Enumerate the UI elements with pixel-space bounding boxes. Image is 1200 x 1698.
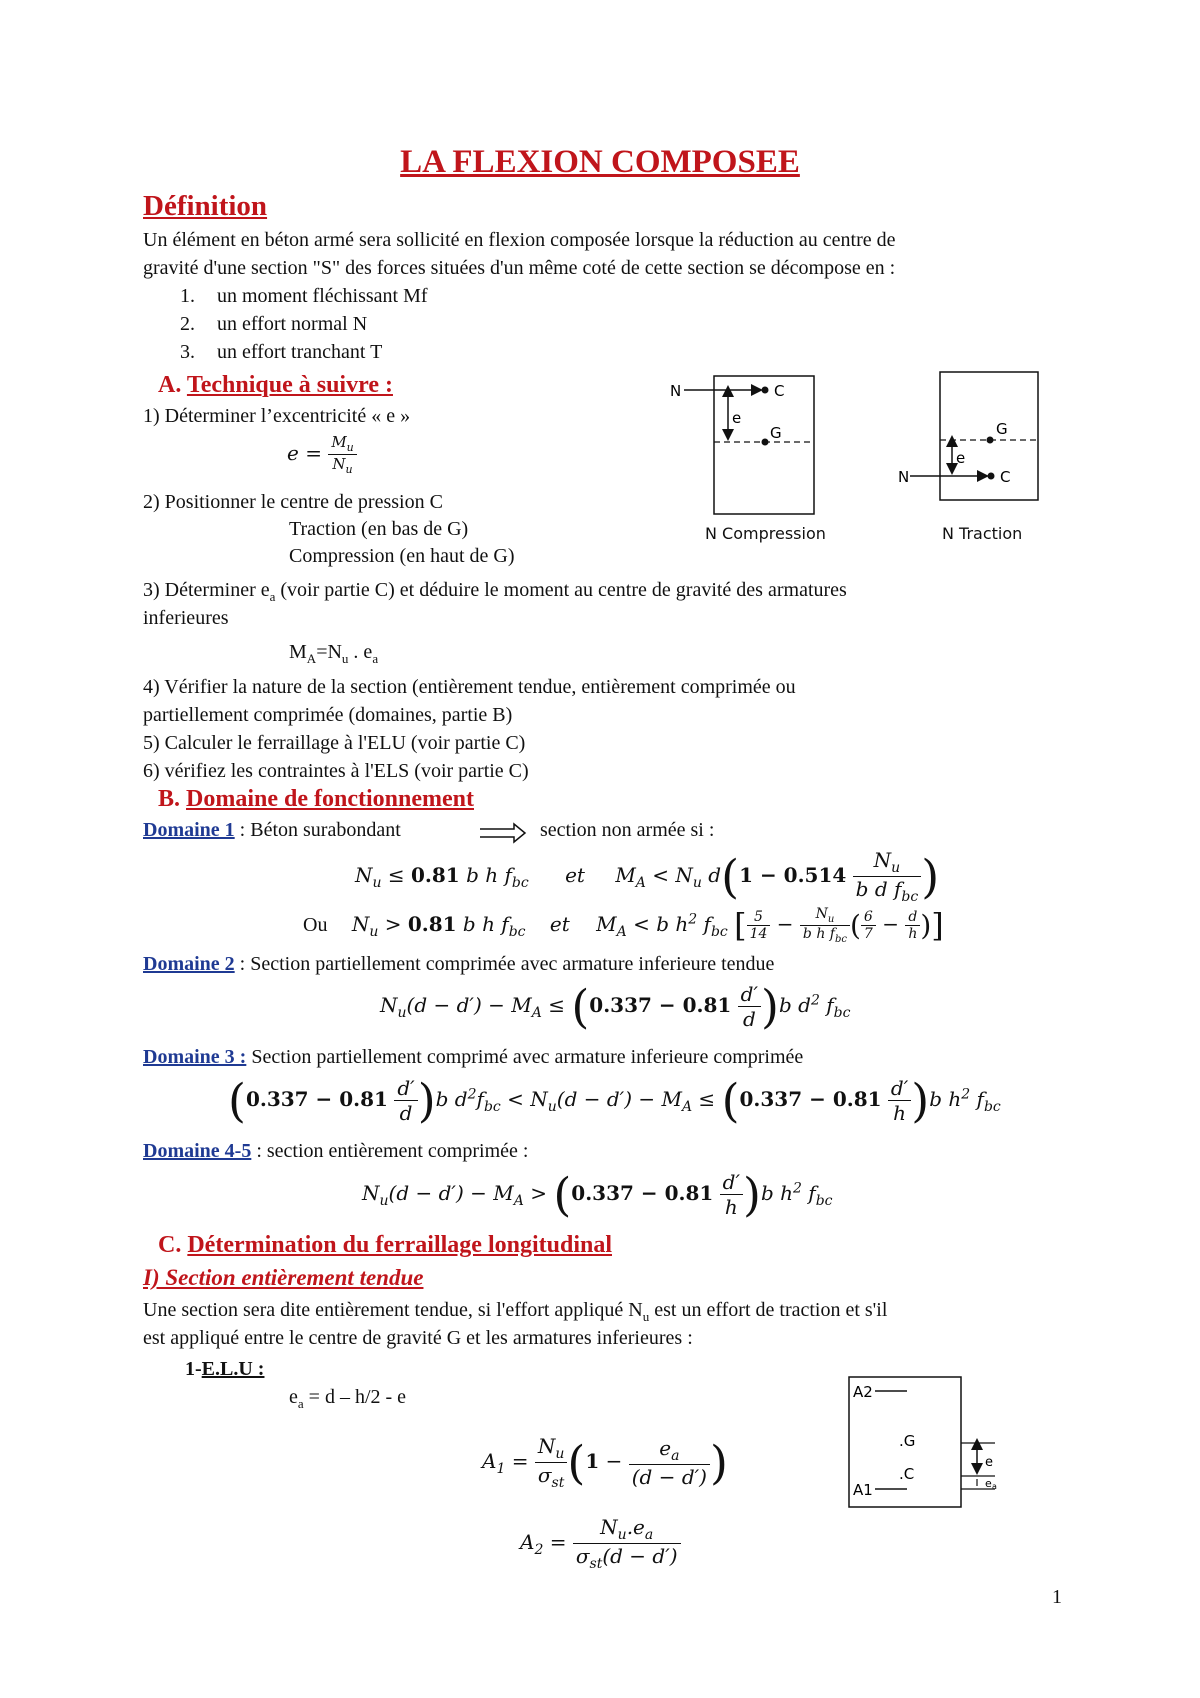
domain-1-text: : Béton surabondant (234, 819, 401, 841)
nu-sub: u (345, 463, 353, 476)
label-g: G (996, 420, 1008, 438)
step-3-text: 3) Déterminer e (143, 579, 270, 601)
ea-sub: a (297, 1396, 304, 1411)
step-4-cont: partiellement comprimée (domaines, partie B) (143, 704, 513, 726)
label-c: C (774, 382, 785, 400)
label-ea-sub: a (992, 1482, 997, 1491)
domain-3-line (143, 1045, 803, 1069)
domain-45-text: : section entièrement comprimée : (251, 1140, 529, 1162)
a1-symbol: A (482, 1449, 497, 1473)
domain-3-text: Section partiellement comprimé avec armature inferieure comprimée (246, 1046, 804, 1068)
ma-n: =N (316, 641, 342, 663)
label-ea: e (985, 1477, 992, 1490)
step-1: 1) Déterminer l’excentricité « e » (143, 405, 411, 427)
rebar-section-diagram (845, 1375, 1025, 1515)
domain-2-text: : Section partiellement comprimée avec armature inferieure tendue (234, 953, 775, 975)
label-g: G (770, 424, 782, 442)
section-b-letter: B. (158, 786, 181, 812)
section-a-heading (158, 372, 393, 399)
domain-1-result: section non armée si : (540, 819, 715, 841)
section-a-title: Technique à suivre : (186, 372, 393, 398)
point-g (987, 437, 994, 444)
mu-nu-fraction (328, 433, 356, 476)
section-c-text-2: est appliqué entre le centre de gravité G et les armatures inferieures : (143, 1327, 693, 1349)
domain-45-label: Domaine 4-5 (143, 1140, 252, 1162)
point-c (762, 387, 769, 394)
traction-note: Traction (en bas de G) (289, 518, 469, 540)
et-word: et (549, 911, 570, 936)
label-g: .G (899, 1432, 916, 1450)
domain-1-line (143, 818, 401, 842)
ou-word: Ou (303, 913, 328, 936)
definition-heading: Définition (143, 190, 268, 222)
step-2: 2) Positionner le centre de pression C (143, 491, 443, 513)
label-a1: A1 (853, 1481, 873, 1499)
compression-note: Compression (en haut de G) (289, 545, 515, 567)
point-c (988, 473, 995, 480)
step-3-sub: a (269, 589, 276, 604)
elu-heading (185, 1357, 264, 1381)
text-1-rest: est un effort de traction et s'il (649, 1299, 888, 1321)
mu-symbol: M (331, 433, 347, 451)
step-3 (143, 578, 847, 609)
implies-arrow-icon (478, 822, 528, 844)
list-item-shear: un effort tranchant T (217, 341, 383, 363)
ma-nu-sub: u (341, 651, 349, 666)
ma-ea-sub: a (372, 651, 379, 666)
section-b-title: Domaine de fonctionnement (186, 786, 474, 812)
text-1-sub: u (642, 1309, 650, 1324)
label-c: .C (899, 1465, 915, 1483)
elu-label: E.L.U : (201, 1358, 265, 1380)
ma-equation (289, 640, 378, 671)
page-title: LA FLEXION COMPOSEE (400, 144, 800, 180)
eq-lhs: e = (287, 441, 322, 465)
step-3-cont: inferieures (143, 607, 229, 629)
section-c-letter: C. (158, 1232, 182, 1258)
label-e: e (956, 449, 966, 467)
label-c: C (1000, 468, 1011, 486)
list-marker: 2. (180, 313, 195, 335)
section-c-title: Détermination du ferraillage longitudinal (187, 1232, 612, 1258)
eccentricity-equation (287, 433, 357, 476)
ma-m: M (289, 641, 307, 663)
nu-symbol: N (332, 455, 346, 473)
domain-45-line (143, 1139, 528, 1163)
compression-diagram (670, 368, 840, 548)
section-b-heading (158, 786, 474, 813)
step-4: 4) Vérifier la nature de la section (entièrement tendue, entièrement comprimée ou (143, 676, 796, 698)
a2-symbol: A (520, 1530, 535, 1554)
traction-diagram (898, 368, 1068, 518)
subsection-1-heading: I) Section entièrement tendue (143, 1265, 424, 1290)
domain-1-eq-2: Ou $N_u > 0.81$ b h $f_{bc}$ et $M_A < b$ $h^2$ $f_{bc}$ [ $\frac{5}{14}$ − $\frac{N_u}{b h f_{bc}}$ ( $\frac{6}{7}$ − $\frac{d}{h}$ )] (303, 906, 944, 945)
definition-line-1: Un élément en béton armé sera sollicité en flexion composée lorsque la réduction au centre de (143, 229, 896, 251)
elu-num: 1- (185, 1358, 202, 1380)
domain-3-eq: (0.337 − 0.81 $\frac{d'}{d}$ )b $d^2f_{bc} < N_u(d - d') - M_A \le (0.337 - 0.81$ $\frac{d'}{h}$ )b $h^2$ $f_{bc}$ (228, 1073, 1001, 1128)
ea-rest: = d – h/2 - e (303, 1386, 407, 1408)
ma-sub: A (306, 651, 317, 666)
page-number: 1 (1052, 1586, 1062, 1608)
label-n: N (670, 382, 682, 400)
point-g (762, 439, 769, 446)
et-word: et (565, 863, 585, 887)
label-n: N (898, 468, 910, 486)
domain-45-eq: $N_u(d - d') - M_A > (0.337 - 0.81$ $\frac{d'}{h}$ )b $h^2$ $f_{bc}$ (362, 1167, 833, 1222)
a1-equation: $A_1$ = $\frac{N_u}{\sigma_{st}}$ (1 − $\frac{e_a}{(d - d')}$ ) (482, 1434, 728, 1491)
text-1: Une section sera dite entièrement tendue, si l'effort appliqué N (143, 1299, 643, 1321)
list-item-normal: un effort normal N (217, 313, 368, 335)
step-6: 6) vérifiez les contraintes à l'ELS (voir partie C) (143, 760, 529, 782)
mu-sub: u (346, 441, 354, 454)
list-item-moment: un moment fléchissant Mf (217, 285, 428, 307)
label-a2: A2 (853, 1383, 873, 1401)
definition-line-2: gravité d'une section "S" des forces situées d'un même coté de cette section se décompose en : (143, 257, 896, 279)
section-c-text-1 (143, 1298, 887, 1329)
traction-caption: N Traction (942, 524, 1023, 543)
list-marker: 3. (180, 341, 195, 363)
ma-e: . e (348, 641, 373, 663)
ea-equation (289, 1385, 406, 1416)
list-marker: 1. (180, 285, 195, 307)
ea-e: e (289, 1386, 298, 1408)
domain-2-line (143, 952, 774, 976)
a2-equation: $A_2$ = $\frac{N_u.e_a}{\sigma_{st}(d - d')}$ (520, 1515, 681, 1572)
section-rect (940, 372, 1038, 500)
step-5: 5) Calculer le ferraillage à l'ELU (voir partie C) (143, 732, 526, 754)
step-3-text-b: (voir partie C) et déduire le moment au centre de gravité des armatures (275, 579, 847, 601)
domain-1-eq-1: $N_u \le 0.81$ b h $f_{bc}$ et $M_A < N_u$ d(1 − 0.514 $\frac{N_u}{b d f_{bc}}$ ) (355, 848, 940, 905)
domain-1-label: Domaine 1 (143, 819, 235, 841)
domain-2-label: Domaine 2 (143, 953, 235, 975)
compression-caption: N Compression (705, 524, 826, 543)
domain-3-label: Domaine 3 : (143, 1046, 247, 1068)
domain-2-eq: $N_u(d - d') - M_A \le (0.337 - 0.81$ $\frac{d'}{d}$ )b $d^2$ $f_{bc}$ (380, 979, 851, 1034)
label-e: e (732, 409, 742, 427)
label-e: e (985, 1455, 993, 1470)
section-a-letter: A. (158, 372, 182, 398)
section-c-heading (158, 1232, 612, 1259)
